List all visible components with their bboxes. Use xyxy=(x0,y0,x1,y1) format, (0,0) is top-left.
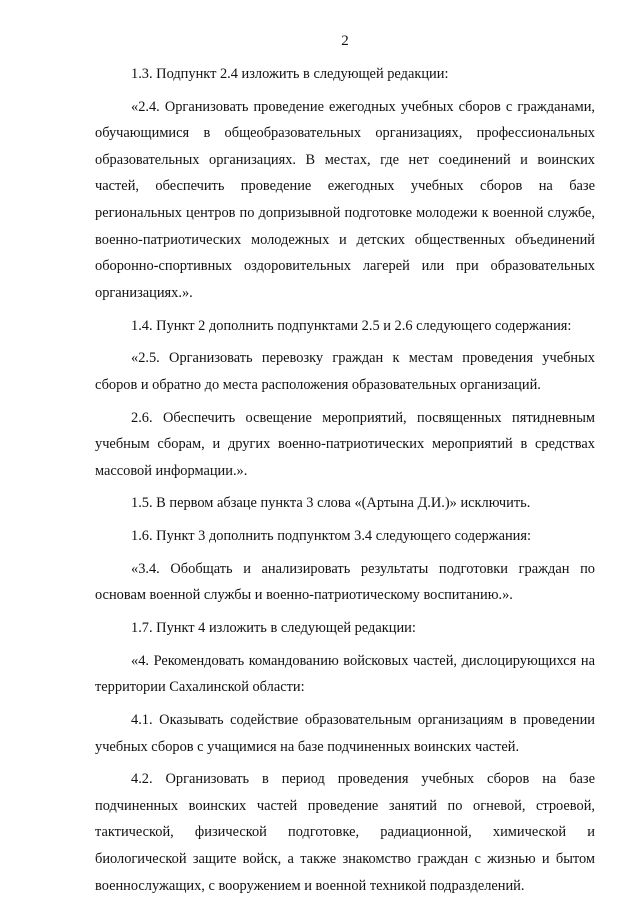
paragraph-3-4-quote: «3.4. Обобщать и анализировать результаты подготовки граждан по основам военной службы и военно-патриотическому воспитанию.». xyxy=(95,560,595,604)
paragraph-4-1: 4.1. Оказывать содействие образовательным организациям в проведении учебных сборов с учащимися на базе подчиненных воинских частей. xyxy=(95,712,595,755)
document-body xyxy=(95,61,595,905)
paragraph-2-4-quote: «2.4. Организовать проведение ежегодных учебных сборов с гражданами, обучающимися в общеобразовательных организациях, профессиональных образовательных организациях. В местах, где нет соединений и воинских частей, обеспечить проведение ежегодных учебных сборов на базе региональных центров по допризывной подготовке молодежи к военной службе, военно-патриотических молодежных и детских общественных объединений оборонно-спортивных оздоровительных лагерей или при образовательных организациях.». xyxy=(95,98,595,301)
paragraph-1-3: 1.3. Подпункт 2.4 изложить в следующей редакции: xyxy=(131,66,449,82)
paragraph-2-6: 2.6. Обеспечить освещение мероприятий, посвященных пятидневным учебным сборам, и других военно-патриотических мероприятий в средствах массовой информации.». xyxy=(95,409,595,479)
page-number: 2 xyxy=(341,33,349,49)
paragraph-1-7: 1.7. Пункт 4 изложить в следующей редакции: xyxy=(131,620,416,637)
paragraph-2-5-quote: «2.5. Организовать перевозку граждан к местам проведения учебных сборов и обратно до места расположения образовательных организаций. xyxy=(95,350,595,393)
paragraph-1-4: 1.4. Пункт 2 дополнить подпунктами 2.5 и 2.6 следующего содержания: xyxy=(131,317,572,334)
paragraph-1-6: 1.6. Пункт 3 дополнить подпунктом 3.4 следующего содержания: xyxy=(131,528,531,545)
paragraph-1-5: 1.5. В первом абзаце пункта 3 слова «(Артына Д.И.)» исключить. xyxy=(131,495,531,512)
paragraph-4-quote: «4. Рекомендовать командованию войсковых частей, дислоцирующихся на территории Сахалинской области: xyxy=(95,652,595,696)
paragraph-4-2: 4.2. Организовать в период проведения учебных сборов на базе подчиненных воинских частей проведение занятий по огневой, строевой, тактической, физической подготовке, радиационной, химической и биологической защите войск, а также знакомство граждан с жизнью и бытом военнослужащих, с вооружением и военной техникой подразделений. xyxy=(95,771,595,894)
